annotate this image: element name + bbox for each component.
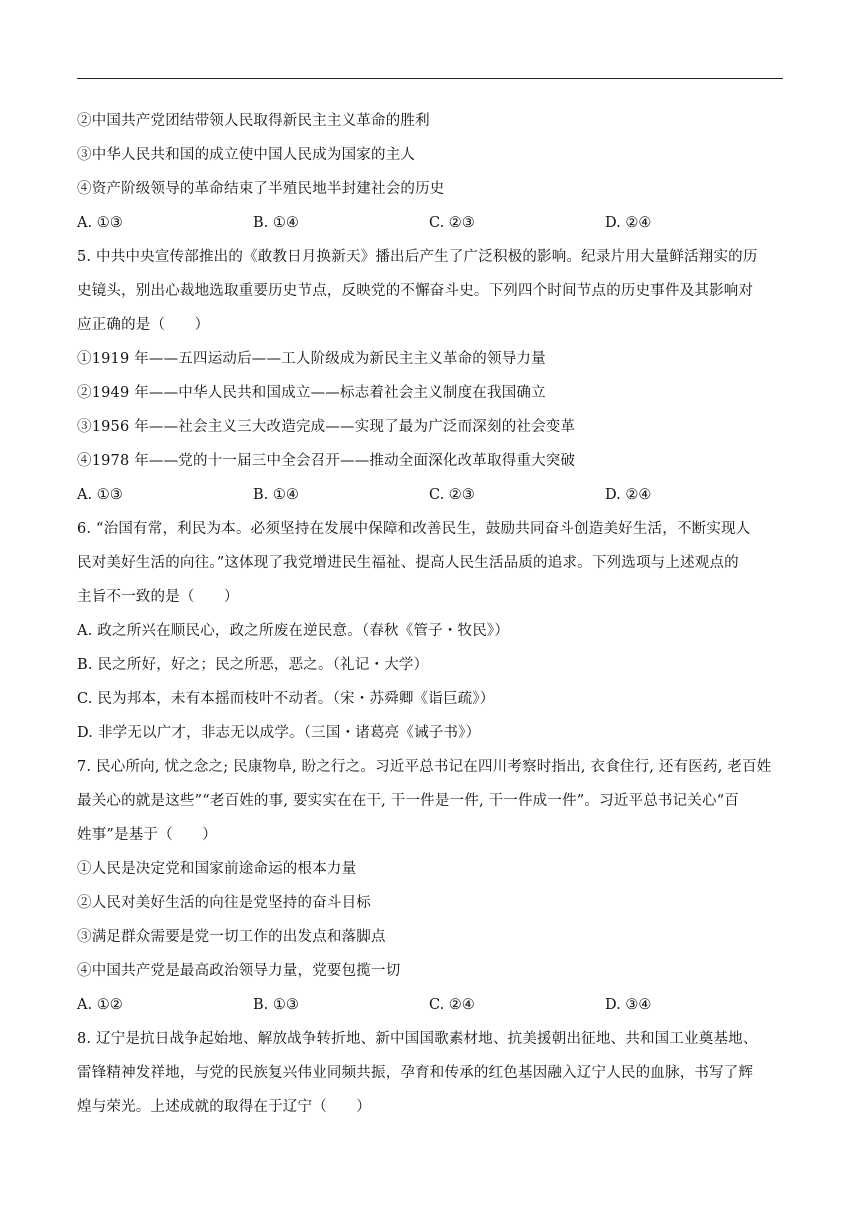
question-5-item-4: ④1978 年——党的十一届三中全会召开——推动全面深化改革取得重大突破 [77, 453, 576, 469]
question-5-item-1: ①1919 年——五四运动后——工人阶级成为新民主主义革命的领导力量 [77, 351, 546, 367]
question-5-stem-line-3: 应正确的是（ ） [77, 317, 210, 333]
question-4-options [77, 210, 783, 244]
question-7 [77, 754, 783, 1026]
question-5-item-3: ③1956 年——社会主义三大改造完成——实现了最为广泛而深刻的社会变革 [77, 419, 576, 435]
question-4-item-3: ③中华人民共和国的成立使中国人民成为国家的主人 [77, 147, 416, 163]
question-5-option-b: B. ①④ [253, 487, 299, 503]
question-6-choice-d: D. 非学无以广才，非志无以成学。（三国・诸葛亮《诫子书》） [77, 725, 481, 741]
question-4-option-d: D. ②④ [605, 215, 652, 231]
question-5-item-2: ②1949 年——中华人民共和国成立——标志着社会主义制度在我国确立 [77, 385, 546, 401]
question-5-options [77, 482, 783, 516]
question-7-item-2: ②人民对美好生活的向往是党坚持的奋斗目标 [77, 895, 371, 911]
question-5-stem-line-1: 5. 中共中央宣传部推出的《敢教日月换新天》播出后产生了广泛积极的影响。纪录片用大量鲜活翔实的历 [77, 249, 758, 265]
question-4-item-4: ④资产阶级领导的革命结束了半殖民地半封建社会的历史 [77, 181, 445, 197]
header-rule [77, 78, 783, 79]
question-7-option-d: D. ③④ [605, 997, 652, 1013]
question-4-option-a: A. ①③ [77, 215, 123, 231]
question-7-item-3: ③满足群众需要是党一切工作的出发点和落脚点 [77, 929, 386, 945]
question-7-item-1: ①人民是决定党和国家前途命运的根本力量 [77, 861, 357, 877]
question-7-option-a: A. ①② [77, 997, 123, 1013]
question-5-option-c: C. ②③ [429, 487, 475, 503]
question-4-item-2: ②中国共产党团结带领人民取得新民主主义革命的胜利 [77, 113, 430, 129]
question-7-stem-line-2: 最关心的就是这些”“老百姓的事, 要实实在在干, 干一件是一件, 干一件成一件”。习近平总书记关心“百 [77, 793, 740, 809]
question-4-option-b: B. ①④ [253, 215, 299, 231]
question-8 [77, 1026, 783, 1128]
question-7-stem-line-3: 姓事”是基于（ ） [77, 827, 217, 843]
question-6-choice-c: C. 民为邦本，未有本摇而枝叶不动者。（宋・苏舜卿《诣巨疏》） [77, 691, 495, 707]
question-7-stem-line-1: 7. 民心所向, 忧之念之; 民康物阜, 盼之行之。习近平总书记在四川考察时指出, 衣食住行, 还有医药, 老百姓 [77, 759, 772, 775]
question-6-choice-a: A. 政之所兴在顺民心，政之所废在逆民意。（春秋《管子・牧民》） [77, 623, 510, 639]
question-6 [77, 516, 783, 754]
question-5 [77, 244, 783, 516]
question-7-option-b: B. ①③ [253, 997, 299, 1013]
question-6-stem-line-3: 主旨不一致的是（ ） [77, 589, 239, 605]
question-4-option-c: C. ②③ [429, 215, 475, 231]
question-5-option-a: A. ①③ [77, 487, 123, 503]
question-8-stem-line-3: 煌与荣光。上述成就的取得在于辽宁（ ） [77, 1099, 371, 1115]
question-4-items [77, 108, 783, 210]
question-6-choice-b: B. 民之所好，好之；民之所恶，恶之。（礼记・大学） [77, 657, 429, 673]
exam-page-content [77, 108, 783, 1128]
question-6-stem-line-2: 民对美好生活的向往。”这体现了我党增进民生福祉、提高人民生活品质的追求。下列选项与上述观点的 [77, 555, 739, 571]
question-5-stem-line-2: 史镜头，别出心裁地选取重要历史节点，反映党的不懈奋斗史。下列四个时间节点的历史事件及其影响对 [77, 283, 754, 299]
question-7-option-c: C. ②④ [429, 997, 475, 1013]
question-8-stem-line-1: 8. 辽宁是抗日战争起始地、解放战争转折地、新中国国歌素材地、抗美援朝出征地、共和国工业奠基地、 [77, 1031, 758, 1047]
question-7-item-4: ④中国共产党是最高政治领导力量，党要包揽一切 [77, 963, 401, 979]
question-8-stem-line-2: 雷锋精神发祥地，与党的民族复兴伟业同频共振，孕育和传承的红色基因融入辽宁人民的血脉，书写了辉 [77, 1065, 754, 1081]
question-6-stem-line-1: 6. “治国有常，利民为本。必须坚持在发展中保障和改善民生，鼓励共同奋斗创造美好生活，不断实现人 [77, 521, 751, 537]
question-7-options [77, 992, 783, 1026]
question-5-option-d: D. ②④ [605, 487, 652, 503]
